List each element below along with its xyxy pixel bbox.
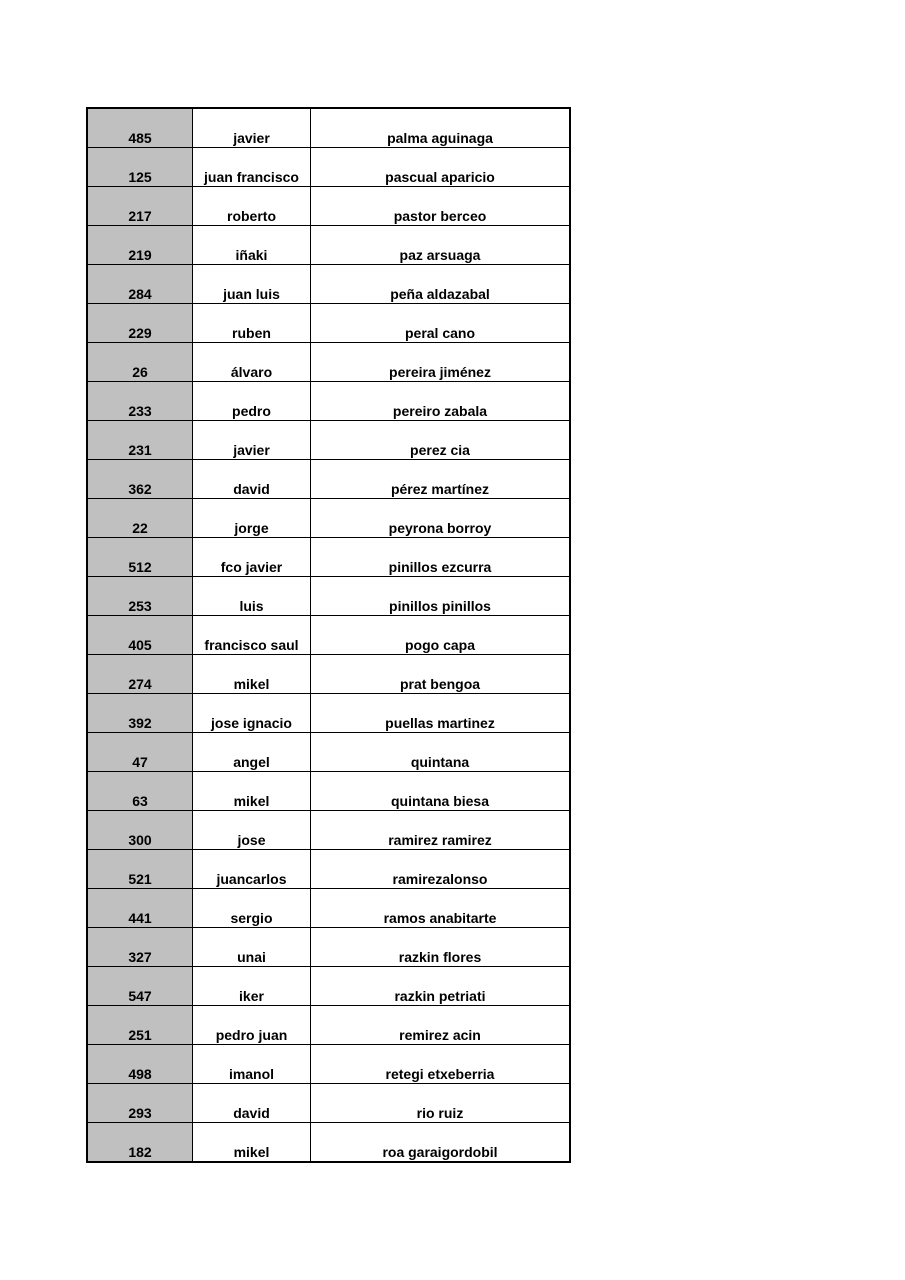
row-id-cell: 253 [87,577,193,616]
last-name-cell: ramos anabitarte [311,889,571,928]
row-id-cell: 217 [87,187,193,226]
table-row [87,499,570,538]
row-id-cell: 26 [87,343,193,382]
table-row [87,811,570,850]
first-name-cell: sergio [193,889,311,928]
table-row [87,304,570,343]
table-row [87,226,570,265]
last-name-cell: quintana [311,733,571,772]
row-id-cell: 441 [87,889,193,928]
row-id-cell: 300 [87,811,193,850]
row-id-cell: 498 [87,1045,193,1084]
table-row [87,733,570,772]
table-row [87,1123,570,1163]
row-id-cell: 47 [87,733,193,772]
row-id-cell: 251 [87,1006,193,1045]
row-id-cell: 219 [87,226,193,265]
first-name-cell: roberto [193,187,311,226]
last-name-cell: pereira jiménez [311,343,571,382]
table-row [87,772,570,811]
last-name-cell: quintana biesa [311,772,571,811]
first-name-cell: pedro [193,382,311,421]
last-name-cell: pinillos ezcurra [311,538,571,577]
first-name-cell: ruben [193,304,311,343]
row-id-cell: 125 [87,148,193,187]
last-name-cell: ramirezalonso [311,850,571,889]
row-id-cell: 233 [87,382,193,421]
last-name-cell: pérez martínez [311,460,571,499]
table-row [87,967,570,1006]
table-row [87,382,570,421]
table-row [87,343,570,382]
first-name-cell: luis [193,577,311,616]
first-name-cell: juan luis [193,265,311,304]
last-name-cell: razkin petriati [311,967,571,1006]
table-row [87,187,570,226]
last-name-cell: palma aguinaga [311,108,571,148]
table-row [87,655,570,694]
last-name-cell: perez cia [311,421,571,460]
first-name-cell: álvaro [193,343,311,382]
last-name-cell: peral cano [311,304,571,343]
first-name-cell: jorge [193,499,311,538]
first-name-cell: mikel [193,655,311,694]
row-id-cell: 284 [87,265,193,304]
last-name-cell: pogo capa [311,616,571,655]
first-name-cell: juancarlos [193,850,311,889]
table-row [87,1006,570,1045]
first-name-cell: david [193,460,311,499]
last-name-cell: pascual aparicio [311,148,571,187]
table-row [87,148,570,187]
last-name-cell: ramirez ramirez [311,811,571,850]
first-name-cell: fco javier [193,538,311,577]
last-name-cell: puellas martinez [311,694,571,733]
last-name-cell: prat bengoa [311,655,571,694]
row-id-cell: 63 [87,772,193,811]
row-id-cell: 182 [87,1123,193,1163]
first-name-cell: jose ignacio [193,694,311,733]
table-row [87,265,570,304]
first-name-cell: javier [193,108,311,148]
row-id-cell: 547 [87,967,193,1006]
row-id-cell: 392 [87,694,193,733]
first-name-cell: pedro juan [193,1006,311,1045]
first-name-cell: david [193,1084,311,1123]
last-name-cell: rio ruiz [311,1084,571,1123]
last-name-cell: peña aldazabal [311,265,571,304]
last-name-cell: remirez acin [311,1006,571,1045]
table-row [87,694,570,733]
table-row [87,928,570,967]
table-row [87,1045,570,1084]
first-name-cell: mikel [193,772,311,811]
table-row [87,889,570,928]
first-name-cell: unai [193,928,311,967]
row-id-cell: 521 [87,850,193,889]
first-name-cell: angel [193,733,311,772]
table-row [87,577,570,616]
table-row [87,538,570,577]
first-name-cell: iker [193,967,311,1006]
table-row [87,850,570,889]
row-id-cell: 327 [87,928,193,967]
row-id-cell: 512 [87,538,193,577]
last-name-cell: pereiro zabala [311,382,571,421]
last-name-cell: pinillos pinillos [311,577,571,616]
participant-table-body [87,108,570,1162]
first-name-cell: francisco saul [193,616,311,655]
row-id-cell: 231 [87,421,193,460]
row-id-cell: 274 [87,655,193,694]
row-id-cell: 405 [87,616,193,655]
last-name-cell: pastor berceo [311,187,571,226]
table-row [87,108,570,148]
row-id-cell: 22 [87,499,193,538]
row-id-cell: 293 [87,1084,193,1123]
first-name-cell: imanol [193,1045,311,1084]
row-id-cell: 229 [87,304,193,343]
last-name-cell: peyrona borroy [311,499,571,538]
table-row [87,616,570,655]
row-id-cell: 485 [87,108,193,148]
last-name-cell: retegi etxeberria [311,1045,571,1084]
row-id-cell: 362 [87,460,193,499]
first-name-cell: iñaki [193,226,311,265]
last-name-cell: razkin flores [311,928,571,967]
last-name-cell: paz arsuaga [311,226,571,265]
first-name-cell: juan francisco [193,148,311,187]
table-row [87,1084,570,1123]
first-name-cell: jose [193,811,311,850]
first-name-cell: javier [193,421,311,460]
participant-table [86,107,571,1163]
table-row [87,460,570,499]
table-row [87,421,570,460]
last-name-cell: roa garaigordobil [311,1123,571,1163]
first-name-cell: mikel [193,1123,311,1163]
